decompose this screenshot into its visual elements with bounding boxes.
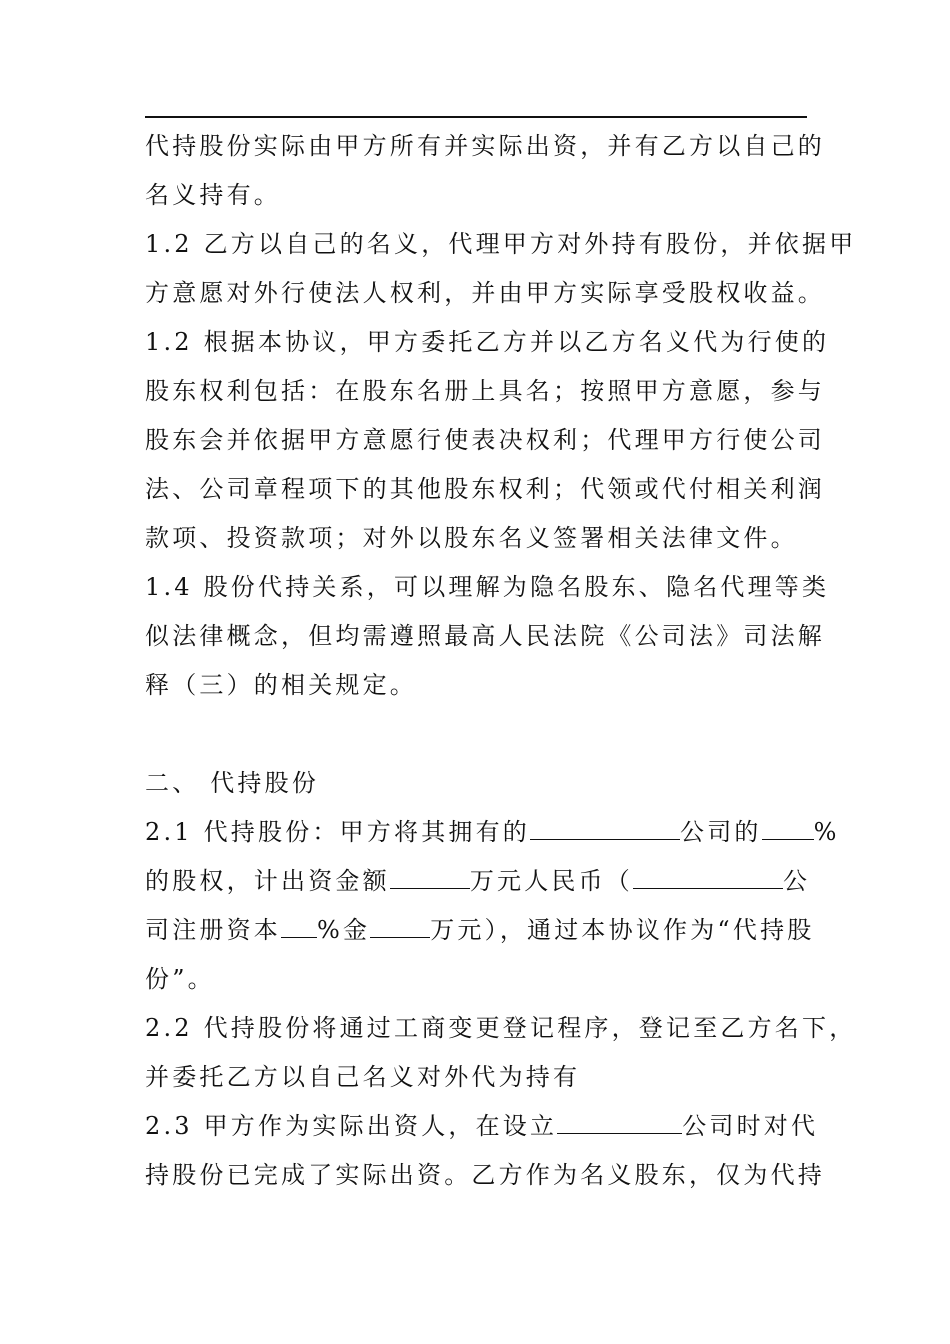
clause-text: 公司的 [680,818,762,846]
blank-percent-2 [281,915,317,938]
text-line: 并委托乙方以自己名义对外代为持有 [145,1063,581,1091]
text-line: 释（三）的相关规定。 [145,671,417,699]
blank-line [145,710,810,759]
document-body [145,122,857,1200]
clause-text: 2.1 代持股份：甲方将其拥有的 [145,818,530,846]
text-line: 持股份已完成了实际出资。乙方作为名义股东，仅为代持 [145,1161,825,1189]
clause-text: 万元），通过本协议作为“代持股 [430,916,815,944]
clause-2-3 [145,1102,819,1151]
clause-text: 万元人民币（ [469,867,634,895]
text-line: 股东权利包括：在股东名册上具名；按照甲方意愿，参与 [145,377,825,405]
clause-text: 的股权，计出资金额 [145,867,390,895]
clause-2-2: 2.2 代持股份将通过工商变更登记程序，登记至乙方名下， [145,1014,857,1042]
clause-2-1 [145,808,840,857]
clause-text: 公司时对代 [682,1112,819,1140]
clause-text: % [813,818,840,846]
blank-company-name-2 [633,866,783,889]
section-heading: 二、 代持股份 [145,769,320,797]
text-line: 名义持有。 [145,181,281,209]
text-line: 方意愿对外行使法人权利，并由甲方实际享受股权收益。 [145,279,825,307]
clause-text: %金 [317,916,371,944]
text-line: 份”。 [145,965,215,993]
header-rule [145,116,807,118]
blank-company-name [530,817,680,840]
text-line: 法、公司章程项下的其他股东权利；代领或代付相关利润 [145,475,825,503]
clause-1-2b: 1.2 根据本协议，甲方委托乙方并以乙方名义代为行使的 [145,328,830,356]
blank-percent [762,817,814,840]
blank-company-name-3 [557,1111,682,1134]
text-line: 代持股份实际由甲方所有并实际出资，并有乙方以自己的 [145,132,825,160]
text-line [145,906,815,955]
clause-text: 2.3 甲方作为实际出资人，在设立 [145,1112,558,1140]
clause-text: 公 [783,867,811,895]
text-line: 股东会并依据甲方意愿行使表决权利；代理甲方行使公司 [145,426,825,454]
text-line: 款项、投资款项；对外以股东名义签署相关法律文件。 [145,524,798,552]
text-line [145,857,810,906]
blank-amount [390,866,470,889]
clause-1-2a: 1.2 乙方以自己的名义，代理甲方对外持有股份，并依据甲 [145,230,857,258]
blank-amount-2 [370,915,430,938]
clause-text: 司注册资本 [145,916,281,944]
clause-1-4: 1.4 股份代持关系，可以理解为隐名股东、隐名代理等类 [145,573,830,601]
text-line: 似法律概念，但均需遵照最高人民法院《公司法》司法解 [145,622,825,650]
